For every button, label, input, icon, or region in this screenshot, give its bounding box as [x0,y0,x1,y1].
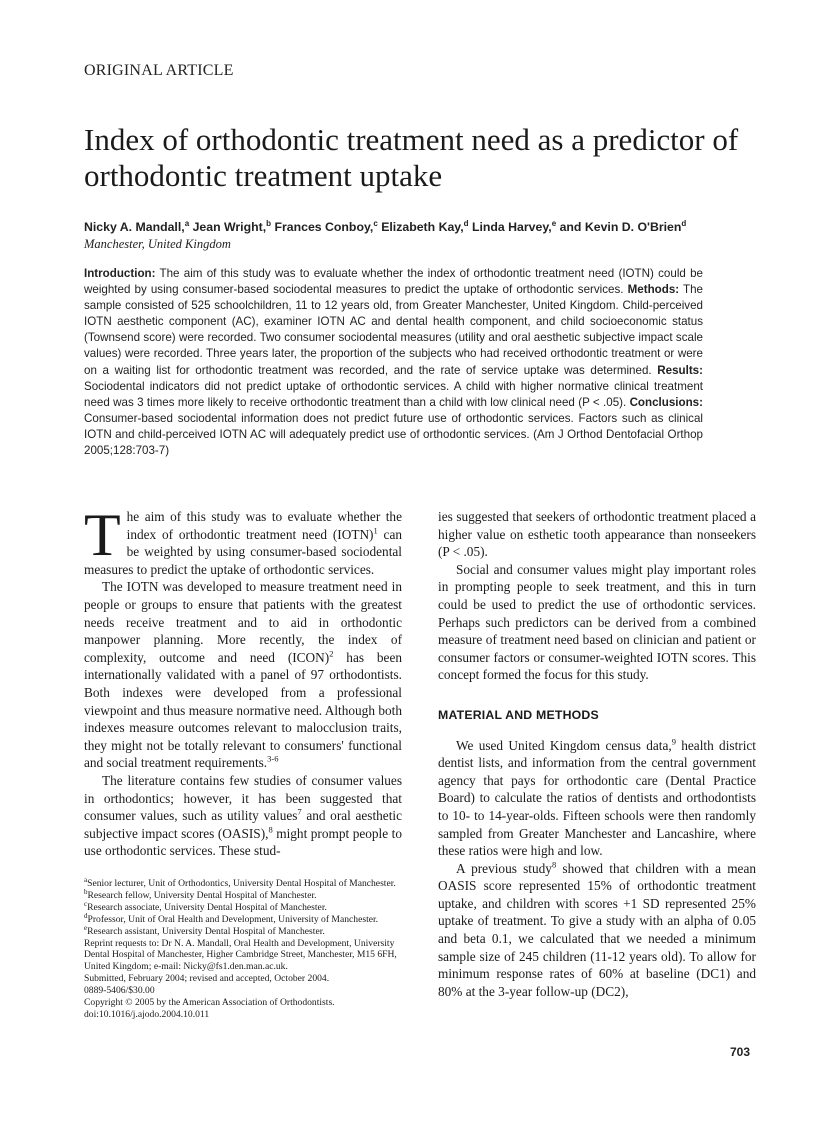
abstract-methods-text: The sample consisted of 525 schoolchildren, 11 to 12 years old, from Greater Manchester, United Kingdom. Child-perceived IOTN aesthetic component (AC), examiner IOTN AC and dental health component, and child socioeconomic status (Townsend score) were recorded. Two consumer sociodental measures (utility and oral aesthetic subjective impact scale values) were recorded. Three years later, the proportion of the subjects who had received orthodontic treatment or were on a waiting list for orthodontic treatment was recorded, and the rate of service uptake was determined. [84,283,703,377]
body-text: showed that children with a mean OASIS score represented 15% of orthodontic treatment uptake, and children with scores +1 SD represented 25% uptake of treatment. To give a study with an alpha of 0.05 and beta 0.1, we calculated that we needed a minimum sample size of 245 children (11-12 years old). To allow for minimum response rates of 60% at baseline (DC1) and 80% at the 3-year follow-up (DC2), [438,860,756,999]
body-text: he aim of this study was to evaluate whether the index of orthodontic treatment need (IOTN) [126,509,402,542]
citation-mark: 8 [551,859,557,870]
citation-mark: 3-6 [267,753,279,764]
author-affiliation-mark: d [463,219,469,228]
author-affiliation-mark: e [551,219,557,228]
abstract-conclusions-text: Consumer-based sociodental information does not predict future use of orthodontic services. Factors such as clinical IOTN and child-perceived IOTN AC will adequately predict use of orthodontic services. (Am J Orthod Dentofacial Orthop 2005;128:703-7) [84,411,703,458]
body-text: might prompt people to use orthodontic services. These stud- [84,825,402,859]
body-paragraph: Social and consumer values might play important roles in prompting people to seek treatment, and this in turn could be used to predict the use of orthodontic services. Perhaps such predictors can be derived from a combined measure of treatment need based on clinician and patient or consumer factors or consumer-weighted IOTN scores. This concept formed the focus for this study. [438,561,756,683]
citation-mark: 9 [671,736,676,747]
abstract [84,266,703,459]
intro-paragraph [84,502,403,578]
citation-mark: 1 [373,525,378,536]
article-title: Index of orthodontic treatment need as a predictor of orthodontic treatment uptake [84,122,739,193]
abstract-methods-label: Methods: [627,283,680,297]
footnote [84,899,404,914]
body-text: can be weighted by using consumer-based sociodental measures to predict the uptake of orthodontic services. [84,526,403,577]
abstract-results-text: Sociodental indicators did not predict uptake of orthodontic services. A child with higher normative clinical treatment need was 3 times more likely to receive orthodontic treatment than a child with low clinical need (P < .05). [84,379,703,409]
footnote-text: Research assistant, University Dental Hospital of Manchester. [87,925,325,937]
submission-dates: Submitted, February 2004; revised and accepted, October 2004. [84,973,330,985]
footnote-text: Professor, Unit of Oral Health and Development, University of Manchester. [87,913,379,925]
body-paragraph [84,772,402,860]
footnote [84,923,404,938]
author-name: Frances Conboy, [274,220,374,235]
author-name: Linda Harvey, [471,220,552,235]
author-affiliation-mark: c [373,219,378,228]
author-affiliation-mark: a [184,219,190,228]
abstract-results-label: Results: [657,363,703,377]
footnote-mark: b [84,887,88,896]
body-text: The IOTN was developed to measure treatment need in people or groups to ensure that patients with the greatest needs receive treatment and to aid in orthodontic manpower planning. More recently, the index of complexity, outcome and need (ICON) [84,579,402,665]
body-text: and oral aesthetic subjective impact scores (OASIS), [84,808,403,841]
footnote-mark: e [84,923,88,932]
body-text: has been internationally validated with a panel of 97 orthodontists. Both indexes were developed from a professional viewpoint and thus measure normative need. Although both indexes measure outcomes relevant to malocclusion traits, they might not be totally relevant to consumers' functional and social treatment requirements. [84,649,402,771]
author-name: Jean Wright, [192,220,267,235]
citation-mark: 2 [329,648,334,659]
author-location: Manchester, United Kingdom [84,237,231,251]
reprint-request: Reprint requests to: Dr N. A. Mandall, Oral Health and Development, University Dental Hospital of Manchester, Higher Cambridge Street, Manchester, M15 6FH, United Kingdom; e-mail: Nicky@fs1.den.man.ac.uk. [84,937,397,973]
citation-mark: 7 [297,806,302,817]
body-paragraph [84,578,402,772]
section-heading: MATERIAL AND METHODS [438,707,599,722]
author-name: Nicky A. Mandall, [84,220,185,235]
author-list [84,219,774,234]
footnotes [84,875,404,1021]
page-number: 703 [730,1045,751,1059]
footnote [84,911,404,926]
citation-mark: 8 [268,824,273,835]
copyright: Copyright © 2005 by the American Association of Orthodontists. [84,997,335,1009]
footnote-mark: a [84,875,88,884]
issn-price: 0889-5406/$30.00 [84,985,155,997]
footnote [84,875,404,890]
left-column [84,502,403,860]
footnote-text: Research fellow, University Dental Hospital of Manchester. [87,889,317,901]
footnote [84,887,404,902]
abstract-intro-text: The aim of this study was to evaluate whether the index of orthodontic treatment need (IOTN) could be weighted by using consumer-based sociodental measures to predict the uptake of orthodontic services. [84,267,703,297]
body-paragraph [438,737,756,860]
body-text: A previous study [456,860,552,876]
body-text: health district dentist lists, and information from the central government agency that pays for orthodontic care (Dental Practice Board) to calculate the ratios of dentists and orthodontists to 10- to 14-year-olds. Fifteen schools were then randomly sampled from Greater Manchester and Lancashire, where these ratios were high and low. [438,737,756,859]
author-name: and Kevin D. O'Brien [559,220,682,235]
footnote-mark: c [84,899,88,908]
body-paragraph: ies suggested that seekers of orthodontic treatment placed a higher value on esthetic tooth appearance than nonseekers (P < .05). [438,509,756,560]
body-paragraph [438,860,756,1001]
drop-cap: T [84,502,121,568]
footnote-text: Research associate, University Dental Hospital of Manchester. [87,901,327,913]
author-name: Elizabeth Kay, [381,220,464,235]
section-label: ORIGINAL ARTICLE [84,62,234,79]
author-affiliation-mark: d [681,219,687,228]
footnote-text: Senior lecturer, Unit of Orthodontics, University Dental Hospital of Manchester. [87,878,396,889]
doi: doi:10.1016/j.ajodo.2004.10.011 [84,1008,210,1020]
body-text: The literature contains few studies of consumer values in orthodontics; however, it has been suggested that consumer values, such as utility values [84,772,402,824]
right-column [438,508,756,1000]
body-text: We used United Kingdom census data, [456,737,672,753]
abstract-conclusions-label: Conclusions: [629,395,703,409]
author-affiliation-mark: b [266,219,272,228]
abstract-intro-label: Introduction: [84,267,156,280]
footnote-mark: d [84,911,88,920]
